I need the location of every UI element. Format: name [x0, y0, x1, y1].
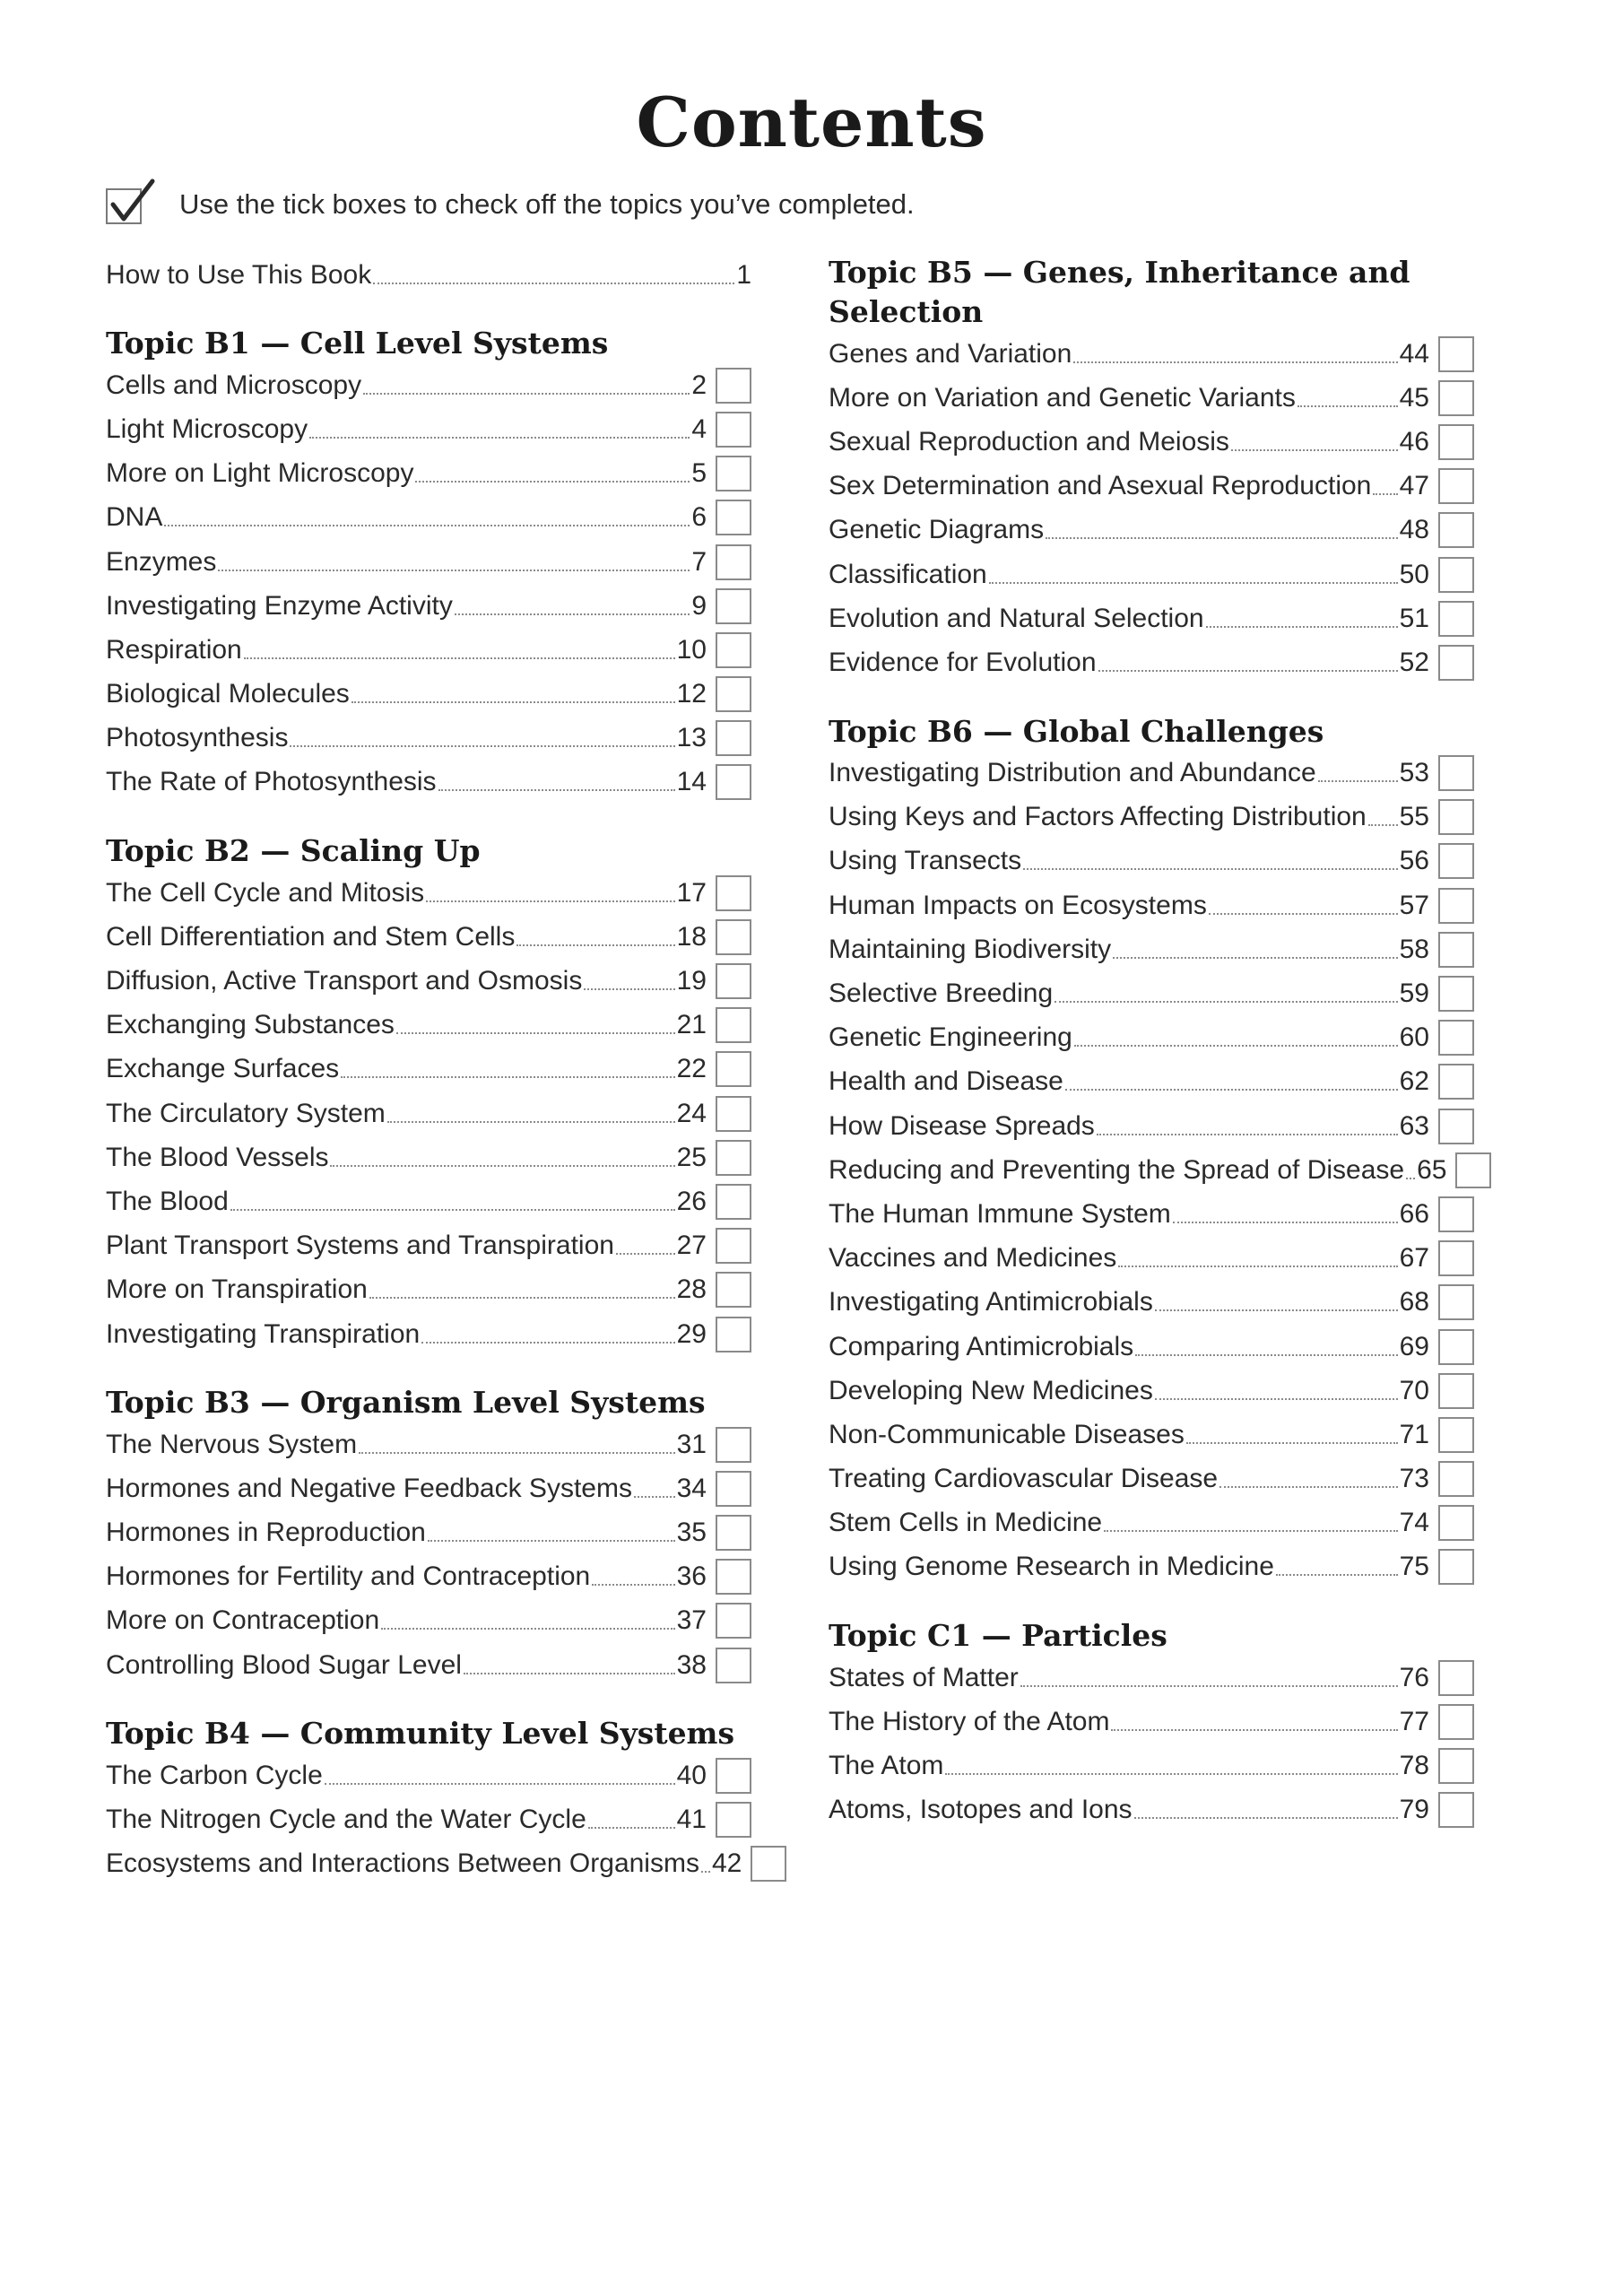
entry-label: Respiration — [106, 634, 242, 665]
entry-page-number: 73 — [1399, 1464, 1429, 1494]
entry-label: Evolution and Natural Selection — [829, 603, 1204, 633]
tick-box[interactable] — [716, 1471, 751, 1507]
entry-label: DNA — [106, 502, 163, 533]
toc-entry — [106, 959, 751, 1003]
entry-label: Hormones and Negative Feedback Systems — [106, 1473, 632, 1503]
entry-page-number: 62 — [1399, 1066, 1429, 1097]
toc-entry — [106, 1511, 751, 1555]
entry-page-number: 17 — [676, 877, 707, 908]
toc-entry — [106, 407, 751, 451]
entry-page-number: 7 — [691, 546, 707, 577]
tick-box[interactable] — [716, 1228, 751, 1264]
entry-page-number: 79 — [1399, 1795, 1429, 1825]
entry-page-number: 6 — [691, 502, 707, 533]
tick-box[interactable] — [1438, 1748, 1474, 1784]
toc-entry — [106, 1643, 751, 1687]
tick-box[interactable] — [1438, 512, 1474, 548]
toc-entry — [829, 1104, 1474, 1148]
entry-page-number: 24 — [676, 1098, 707, 1128]
section-heading: Topic B1 — Cell Level Systems — [106, 326, 609, 361]
tick-box[interactable] — [1438, 424, 1474, 460]
tick-box[interactable] — [1438, 1284, 1474, 1320]
entry-label: Vaccines and Medicines — [829, 1243, 1117, 1274]
tick-box[interactable] — [1438, 1020, 1474, 1056]
tick-box[interactable] — [716, 500, 751, 535]
entry-page-number: 42 — [711, 1848, 742, 1879]
tick-box[interactable] — [716, 919, 751, 955]
entry-label: Hormones for Fertility and Contraception — [106, 1561, 591, 1592]
entry-page-number: 77 — [1399, 1706, 1429, 1736]
entry-page-number: 9 — [691, 590, 707, 621]
tick-box[interactable] — [716, 1184, 751, 1220]
page-title: Contents — [636, 83, 987, 162]
entry-page-number: 34 — [676, 1473, 707, 1503]
toc-entry — [106, 1599, 751, 1643]
entry-page-number: 4 — [691, 413, 707, 444]
entry-label: Evidence for Evolution — [829, 647, 1097, 677]
entry-label: Using Keys and Factors Affecting Distribution — [829, 802, 1367, 832]
entry-page-number: 68 — [1399, 1287, 1429, 1318]
toc-entry — [829, 1656, 1474, 1700]
entry-page-number: 58 — [1399, 934, 1429, 964]
tick-box[interactable] — [1438, 755, 1474, 791]
toc-entry — [829, 1457, 1474, 1501]
entry-label: Controlling Blood Sugar Level — [106, 1649, 462, 1680]
toc-entry — [106, 584, 751, 628]
tick-box[interactable] — [716, 1648, 751, 1683]
toc-entry — [829, 796, 1474, 839]
entry-label: Treating Cardiovascular Disease — [829, 1464, 1219, 1494]
entry-page-number: 55 — [1399, 802, 1429, 832]
entry-page-number: 69 — [1399, 1331, 1429, 1361]
toc-entry — [829, 1788, 1474, 1832]
entry-label: The Circulatory System — [106, 1098, 386, 1128]
tick-box[interactable] — [1438, 799, 1474, 835]
entry-label: Diffusion, Active Transport and Osmosis — [106, 966, 583, 996]
entry-label: The Human Immune System — [829, 1198, 1171, 1229]
entry-page-number: 76 — [1399, 1662, 1429, 1692]
entry-label: Atoms, Isotopes and Ions — [829, 1795, 1133, 1825]
entry-label: The Cell Cycle and Mitosis — [106, 877, 425, 908]
entry-page-number: 56 — [1399, 846, 1429, 876]
entry-label: Using Transects — [829, 846, 1022, 876]
entry-label: The History of the Atom — [829, 1706, 1110, 1736]
toc-entry — [829, 1192, 1474, 1236]
toc-entry — [106, 717, 751, 761]
tick-box[interactable] — [716, 1603, 751, 1639]
tick-box[interactable] — [716, 588, 751, 624]
entry-label: The Rate of Photosynthesis — [106, 767, 437, 797]
entry-label: Sex Determination and Asexual Reproduction — [829, 471, 1372, 501]
tick-box[interactable] — [716, 1515, 751, 1551]
tick-box[interactable] — [1438, 1329, 1474, 1365]
entry-page-number: 47 — [1399, 471, 1429, 501]
entry-label: Maintaining Biodiversity — [829, 934, 1112, 964]
entry-page-number: 25 — [676, 1142, 707, 1172]
entry-page-number: 53 — [1399, 758, 1429, 788]
entry-page-number: 29 — [676, 1318, 707, 1349]
entry-page-number: 67 — [1399, 1243, 1429, 1274]
tick-box[interactable] — [716, 632, 751, 668]
toc-entry — [829, 883, 1474, 927]
entry-label: Ecosystems and Interactions Between Organisms — [106, 1848, 699, 1879]
tick-box[interactable] — [1438, 1792, 1474, 1828]
tick-box[interactable] — [716, 368, 751, 404]
toc-entry — [106, 1555, 751, 1599]
toc-entry — [829, 1501, 1474, 1545]
tick-box[interactable] — [716, 875, 751, 911]
entry-page-number: 60 — [1399, 1022, 1429, 1053]
entry-page-number: 70 — [1399, 1375, 1429, 1405]
toc-entry — [829, 1281, 1474, 1325]
toc-entry — [829, 552, 1474, 596]
entry-label: Cells and Microscopy — [106, 370, 362, 400]
tick-box[interactable] — [1438, 1109, 1474, 1144]
entry-label: Comparing Antimicrobials — [829, 1331, 1134, 1361]
entry-page-number: 51 — [1399, 603, 1429, 633]
entry-label: Stem Cells in Medicine — [829, 1508, 1103, 1538]
toc-entry — [829, 1744, 1474, 1787]
tick-box[interactable] — [751, 1846, 786, 1882]
entry-label: Plant Transport Systems and Transpiration — [106, 1231, 614, 1261]
tick-box[interactable] — [1438, 1417, 1474, 1453]
entry-label: How Disease Spreads — [829, 1110, 1095, 1141]
entry-label: Classification — [829, 559, 987, 589]
tick-box[interactable] — [1438, 336, 1474, 372]
toc-entry — [106, 1466, 751, 1510]
entry-page-number: 45 — [1399, 382, 1429, 413]
toc-entry — [829, 1369, 1474, 1413]
entry-page-number: 40 — [676, 1760, 707, 1790]
entry-page-number: 71 — [1399, 1419, 1429, 1449]
tick-box[interactable] — [1438, 843, 1474, 879]
toc-entry — [829, 971, 1474, 1015]
toc-entry — [106, 1422, 751, 1466]
toc-entry — [106, 1753, 751, 1797]
entry-page-number: 41 — [676, 1805, 707, 1835]
tick-box[interactable] — [1438, 1373, 1474, 1409]
tick-box[interactable] — [1438, 380, 1474, 416]
toc-entry — [829, 839, 1474, 883]
tick-box[interactable] — [1455, 1152, 1491, 1188]
entry-label: The Blood Vessels — [106, 1142, 329, 1172]
tick-box[interactable] — [1438, 1064, 1474, 1100]
entry-label: Exchanging Substances — [106, 1010, 395, 1040]
entry-label: Non-Communicable Diseases — [829, 1419, 1185, 1449]
entry-label: The Atom — [829, 1751, 944, 1781]
toc-entry — [106, 1004, 751, 1048]
entry-label: Health and Disease — [829, 1066, 1063, 1097]
entry-label: More on Variation and Genetic Variants — [829, 382, 1296, 413]
tick-box[interactable] — [1438, 1196, 1474, 1232]
entry-label: The Nitrogen Cycle and the Water Cycle — [106, 1805, 586, 1835]
toc-entry — [829, 640, 1474, 684]
tick-box[interactable] — [1438, 976, 1474, 1012]
entry-page-number: 78 — [1399, 1751, 1429, 1781]
toc-entry — [106, 673, 751, 717]
entry-page-number: 59 — [1399, 978, 1429, 1009]
tick-box[interactable] — [716, 720, 751, 756]
toc-entry — [106, 496, 751, 540]
section-heading: Topic B3 — Organism Level Systems — [106, 1385, 706, 1421]
tick-box[interactable] — [1438, 1461, 1474, 1497]
tick-box[interactable] — [1438, 601, 1474, 637]
tick-box[interactable] — [716, 764, 751, 800]
tick-box[interactable] — [716, 1317, 751, 1352]
entry-label: Sexual Reproduction and Meiosis — [829, 426, 1229, 457]
tick-box[interactable] — [716, 1007, 751, 1043]
tick-box[interactable] — [716, 963, 751, 999]
tick-box[interactable] — [1438, 645, 1474, 681]
section-heading: Topic B5 — Genes, Inheritance and Selection — [829, 255, 1410, 329]
toc-entry — [829, 927, 1474, 971]
toc-entry — [829, 465, 1474, 509]
entry-page-number: 14 — [676, 767, 707, 797]
entry-page-number: 50 — [1399, 559, 1429, 589]
entry-page-number: 44 — [1399, 338, 1429, 369]
entry-page-number: 36 — [676, 1561, 707, 1592]
entry-page-number: 65 — [1417, 1154, 1447, 1185]
entry-page-number: 48 — [1399, 515, 1429, 545]
toc-entry — [829, 1148, 1474, 1192]
entry-page-number: 38 — [676, 1649, 707, 1680]
entry-label: Investigating Antimicrobials — [829, 1287, 1153, 1318]
tick-box[interactable] — [1438, 468, 1474, 504]
toc-entry — [106, 1179, 751, 1223]
tick-box[interactable] — [1438, 932, 1474, 968]
instruction-text: Use the tick boxes to check off the topics you’ve completed. — [179, 188, 915, 220]
tick-box[interactable] — [1438, 1549, 1474, 1585]
entry-page-number: 46 — [1399, 426, 1429, 457]
toc-entry — [106, 871, 751, 915]
entry-page-number: 37 — [676, 1605, 707, 1636]
tick-box[interactable] — [1438, 1240, 1474, 1276]
tick-box[interactable] — [716, 456, 751, 491]
entry-label: The Carbon Cycle — [106, 1760, 323, 1790]
entry-label: Developing New Medicines — [829, 1375, 1153, 1405]
entry-label: Reducing and Preventing the Spread of Disease — [829, 1154, 1405, 1185]
toc-entry — [106, 540, 751, 584]
toc-entry — [829, 596, 1474, 640]
entry-label: Light Microscopy — [106, 413, 308, 444]
entry-label: Photosynthesis — [106, 723, 289, 753]
tick-box[interactable] — [716, 1802, 751, 1838]
toc-entry — [106, 1048, 751, 1091]
toc-entry — [106, 1224, 751, 1268]
entry-label: The Blood — [106, 1186, 229, 1216]
toc-entry — [829, 752, 1474, 796]
entry-label: Investigating Transpiration — [106, 1318, 421, 1349]
entry-label: More on Transpiration — [106, 1274, 368, 1305]
section-heading: Topic B2 — Scaling Up — [106, 833, 481, 869]
toc-entry — [106, 1842, 751, 1886]
entry-page-number: 18 — [676, 921, 707, 952]
checkmark-icon — [106, 183, 149, 226]
right-column — [829, 253, 1474, 1832]
tick-box[interactable] — [716, 1758, 751, 1794]
entry-page-number: 22 — [676, 1054, 707, 1084]
tick-box[interactable] — [716, 1272, 751, 1308]
entry-label: Investigating Enzyme Activity — [106, 590, 453, 621]
section-heading: Topic B6 — Global Challenges — [829, 713, 1324, 749]
entry-label: Enzymes — [106, 546, 217, 577]
toc-entry — [829, 1413, 1474, 1457]
entry-label: Human Impacts on Ecosystems — [829, 890, 1207, 920]
tick-box[interactable] — [1438, 888, 1474, 924]
tick-box[interactable] — [1438, 1505, 1474, 1541]
entry-label: States of Matter — [829, 1662, 1019, 1692]
toc-entry — [829, 1325, 1474, 1369]
toc-entry — [106, 1268, 751, 1312]
entry-label: More on Light Microscopy — [106, 458, 414, 489]
entry-label: Using Genome Research in Medicine — [829, 1552, 1274, 1582]
entry-page-number: 13 — [676, 723, 707, 753]
tick-box[interactable] — [716, 676, 751, 712]
entry-label: Hormones in Reproduction — [106, 1518, 426, 1548]
toc-entry — [106, 1135, 751, 1179]
instruction-line — [106, 179, 915, 230]
entry-page-number: 57 — [1399, 890, 1429, 920]
toc-entry — [106, 915, 751, 959]
entry-label: The Nervous System — [106, 1429, 358, 1459]
entry-label: Genes and Variation — [829, 338, 1072, 369]
toc-entry — [829, 1700, 1474, 1744]
entry-page-number: 26 — [676, 1186, 707, 1216]
section-heading: Topic C1 — Particles — [829, 1618, 1167, 1654]
toc-entry — [829, 332, 1474, 376]
toc-entry — [106, 1797, 751, 1841]
tick-box[interactable] — [716, 544, 751, 580]
tick-box[interactable] — [1438, 1704, 1474, 1740]
entry-page-number: 27 — [676, 1231, 707, 1261]
toc-entry — [106, 1091, 751, 1135]
entry-label: Cell Differentiation and Stem Cells — [106, 921, 516, 952]
entry-page-number: 21 — [676, 1010, 707, 1040]
entry-page-number: 5 — [691, 458, 707, 489]
tick-box[interactable] — [716, 1051, 751, 1087]
toc-entry — [106, 761, 751, 804]
entry-label: More on Contraception — [106, 1605, 380, 1636]
tick-box[interactable] — [716, 1096, 751, 1132]
tick-box[interactable] — [716, 412, 751, 448]
tick-box[interactable] — [716, 1427, 751, 1463]
entry-label: Biological Molecules — [106, 679, 350, 709]
entry-page-number: 28 — [676, 1274, 707, 1305]
entry-page-number: 52 — [1399, 647, 1429, 677]
section-heading: Topic B4 — Community Level Systems — [106, 1716, 735, 1752]
entry-page-number: 2 — [691, 370, 707, 400]
entry-page-number: 35 — [676, 1518, 707, 1548]
toc-entry — [106, 1312, 751, 1356]
entry-page-number: 63 — [1399, 1110, 1429, 1141]
toc-entry — [829, 1545, 1474, 1589]
intro-entry: How to Use This Book 1 — [106, 259, 751, 290]
entry-label: Exchange Surfaces — [106, 1054, 340, 1084]
toc-entry — [829, 420, 1474, 464]
toc-entry — [829, 1237, 1474, 1281]
toc-entry — [829, 1016, 1474, 1060]
left-column — [106, 253, 751, 1886]
entry-page-number: 75 — [1399, 1552, 1429, 1582]
toc-entry — [106, 452, 751, 496]
toc-entry — [829, 1060, 1474, 1104]
entry-page-number: 10 — [676, 634, 707, 665]
tick-box[interactable] — [716, 1140, 751, 1176]
entry-label: Investigating Distribution and Abundance — [829, 758, 1316, 788]
entry-page-number: 12 — [676, 679, 707, 709]
tick-box[interactable] — [1438, 1660, 1474, 1696]
entry-label: Genetic Engineering — [829, 1022, 1072, 1053]
toc-entry — [829, 376, 1474, 420]
toc-entry — [829, 509, 1474, 552]
toc-entry — [106, 363, 751, 407]
entry-page-number: 66 — [1399, 1198, 1429, 1229]
tick-box[interactable] — [1438, 557, 1474, 593]
entry-label: Genetic Diagrams — [829, 515, 1045, 545]
entry-page-number: 74 — [1399, 1508, 1429, 1538]
entry-page-number: 19 — [676, 966, 707, 996]
toc-entry — [106, 628, 751, 672]
tick-box[interactable] — [716, 1559, 751, 1595]
entry-page-number: 31 — [676, 1429, 707, 1459]
entry-label: Selective Breeding — [829, 978, 1054, 1009]
